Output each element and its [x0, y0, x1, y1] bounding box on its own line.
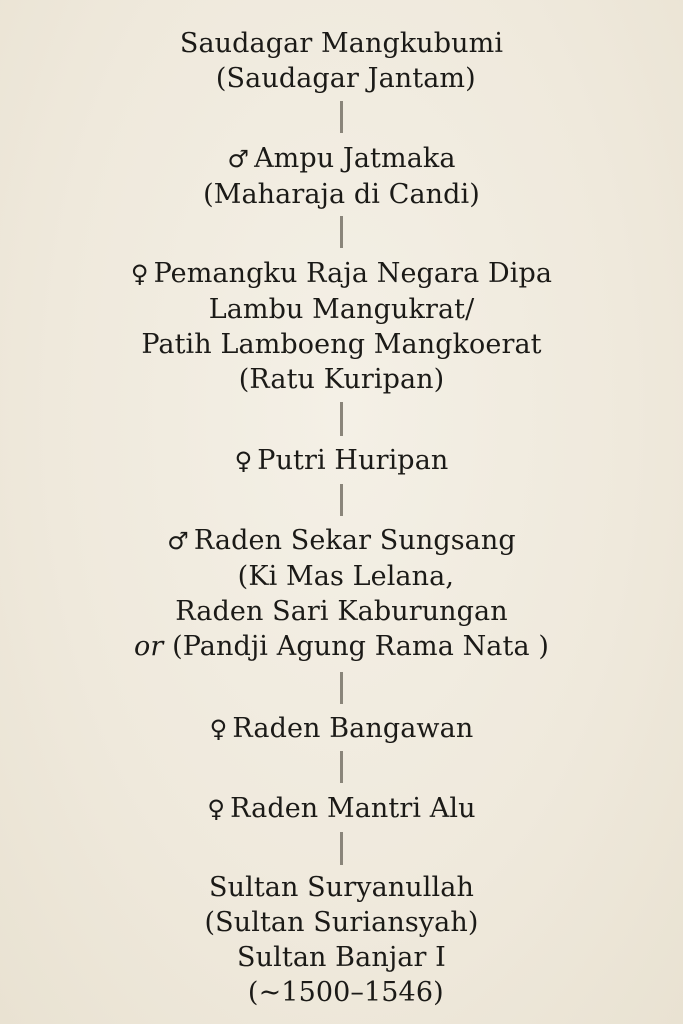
lineage-connector — [340, 484, 343, 516]
person-putri-huripan — [0, 443, 683, 479]
name-line: Patih Lamboeng Mangkoerat — [141, 329, 542, 360]
lineage-connector — [340, 751, 343, 783]
name-line: Lambu Mangukrat/ — [208, 294, 475, 325]
person-raden-mantri-alu — [0, 791, 683, 827]
name-line: ♀ Raden Bangawan — [209, 713, 474, 744]
name-line: Sultan Banjar I — [237, 942, 446, 973]
name-line: (Maharaja di Candi) — [203, 179, 480, 210]
lineage-connector — [340, 402, 343, 436]
name-line: (Saudagar Jantam) — [207, 63, 476, 94]
name-line: ♂ Raden Sekar Sungsang — [167, 525, 516, 556]
name-line: ♂ Ampu Jatmaka — [227, 143, 456, 174]
person-pemangku-raja-negara-dipa — [0, 256, 683, 397]
name-line: (~1500–1546) — [239, 977, 444, 1008]
person-sultan-suryanullah — [0, 870, 683, 1010]
person-raden-sekar-sungsang — [0, 523, 683, 664]
name-line: Saudagar Mangkubumi — [179, 28, 504, 59]
name-line: ♀ Pemangku Raja Negara Dipa — [130, 258, 553, 289]
name-line: (Ki Mas Lelana, — [229, 561, 454, 592]
female-symbol-icon: ♀ — [207, 795, 226, 823]
name-line: Sultan Suryanullah — [209, 872, 474, 903]
person-saudagar-mangkubumi — [0, 26, 683, 96]
person-ampu-jatmaka — [0, 141, 683, 212]
name-line: (Ratu Kuripan) — [238, 364, 445, 395]
female-symbol-icon: ♀ — [130, 260, 149, 288]
or-prefix: or — [134, 631, 164, 662]
female-symbol-icon: ♀ — [209, 715, 228, 743]
name-line: ♀ Raden Mantri Alu — [207, 793, 476, 824]
alt-name: (Pandji Agung Rama Nata ) — [172, 631, 549, 662]
male-symbol-icon: ♂ — [167, 527, 189, 555]
person-raden-bangawan — [0, 711, 683, 747]
lineage-connector — [340, 101, 343, 133]
name-line — [0, 629, 683, 664]
name-line: ♀ Putri Huripan — [234, 445, 449, 476]
name-line: (Sultan Suriansyah) — [204, 907, 479, 938]
lineage-connector — [340, 216, 343, 248]
lineage-connector — [340, 832, 343, 865]
male-symbol-icon: ♂ — [227, 145, 250, 173]
female-symbol-icon: ♀ — [234, 447, 253, 475]
name-line: Raden Sari Kaburungan — [175, 596, 508, 627]
lineage-connector — [340, 672, 343, 704]
